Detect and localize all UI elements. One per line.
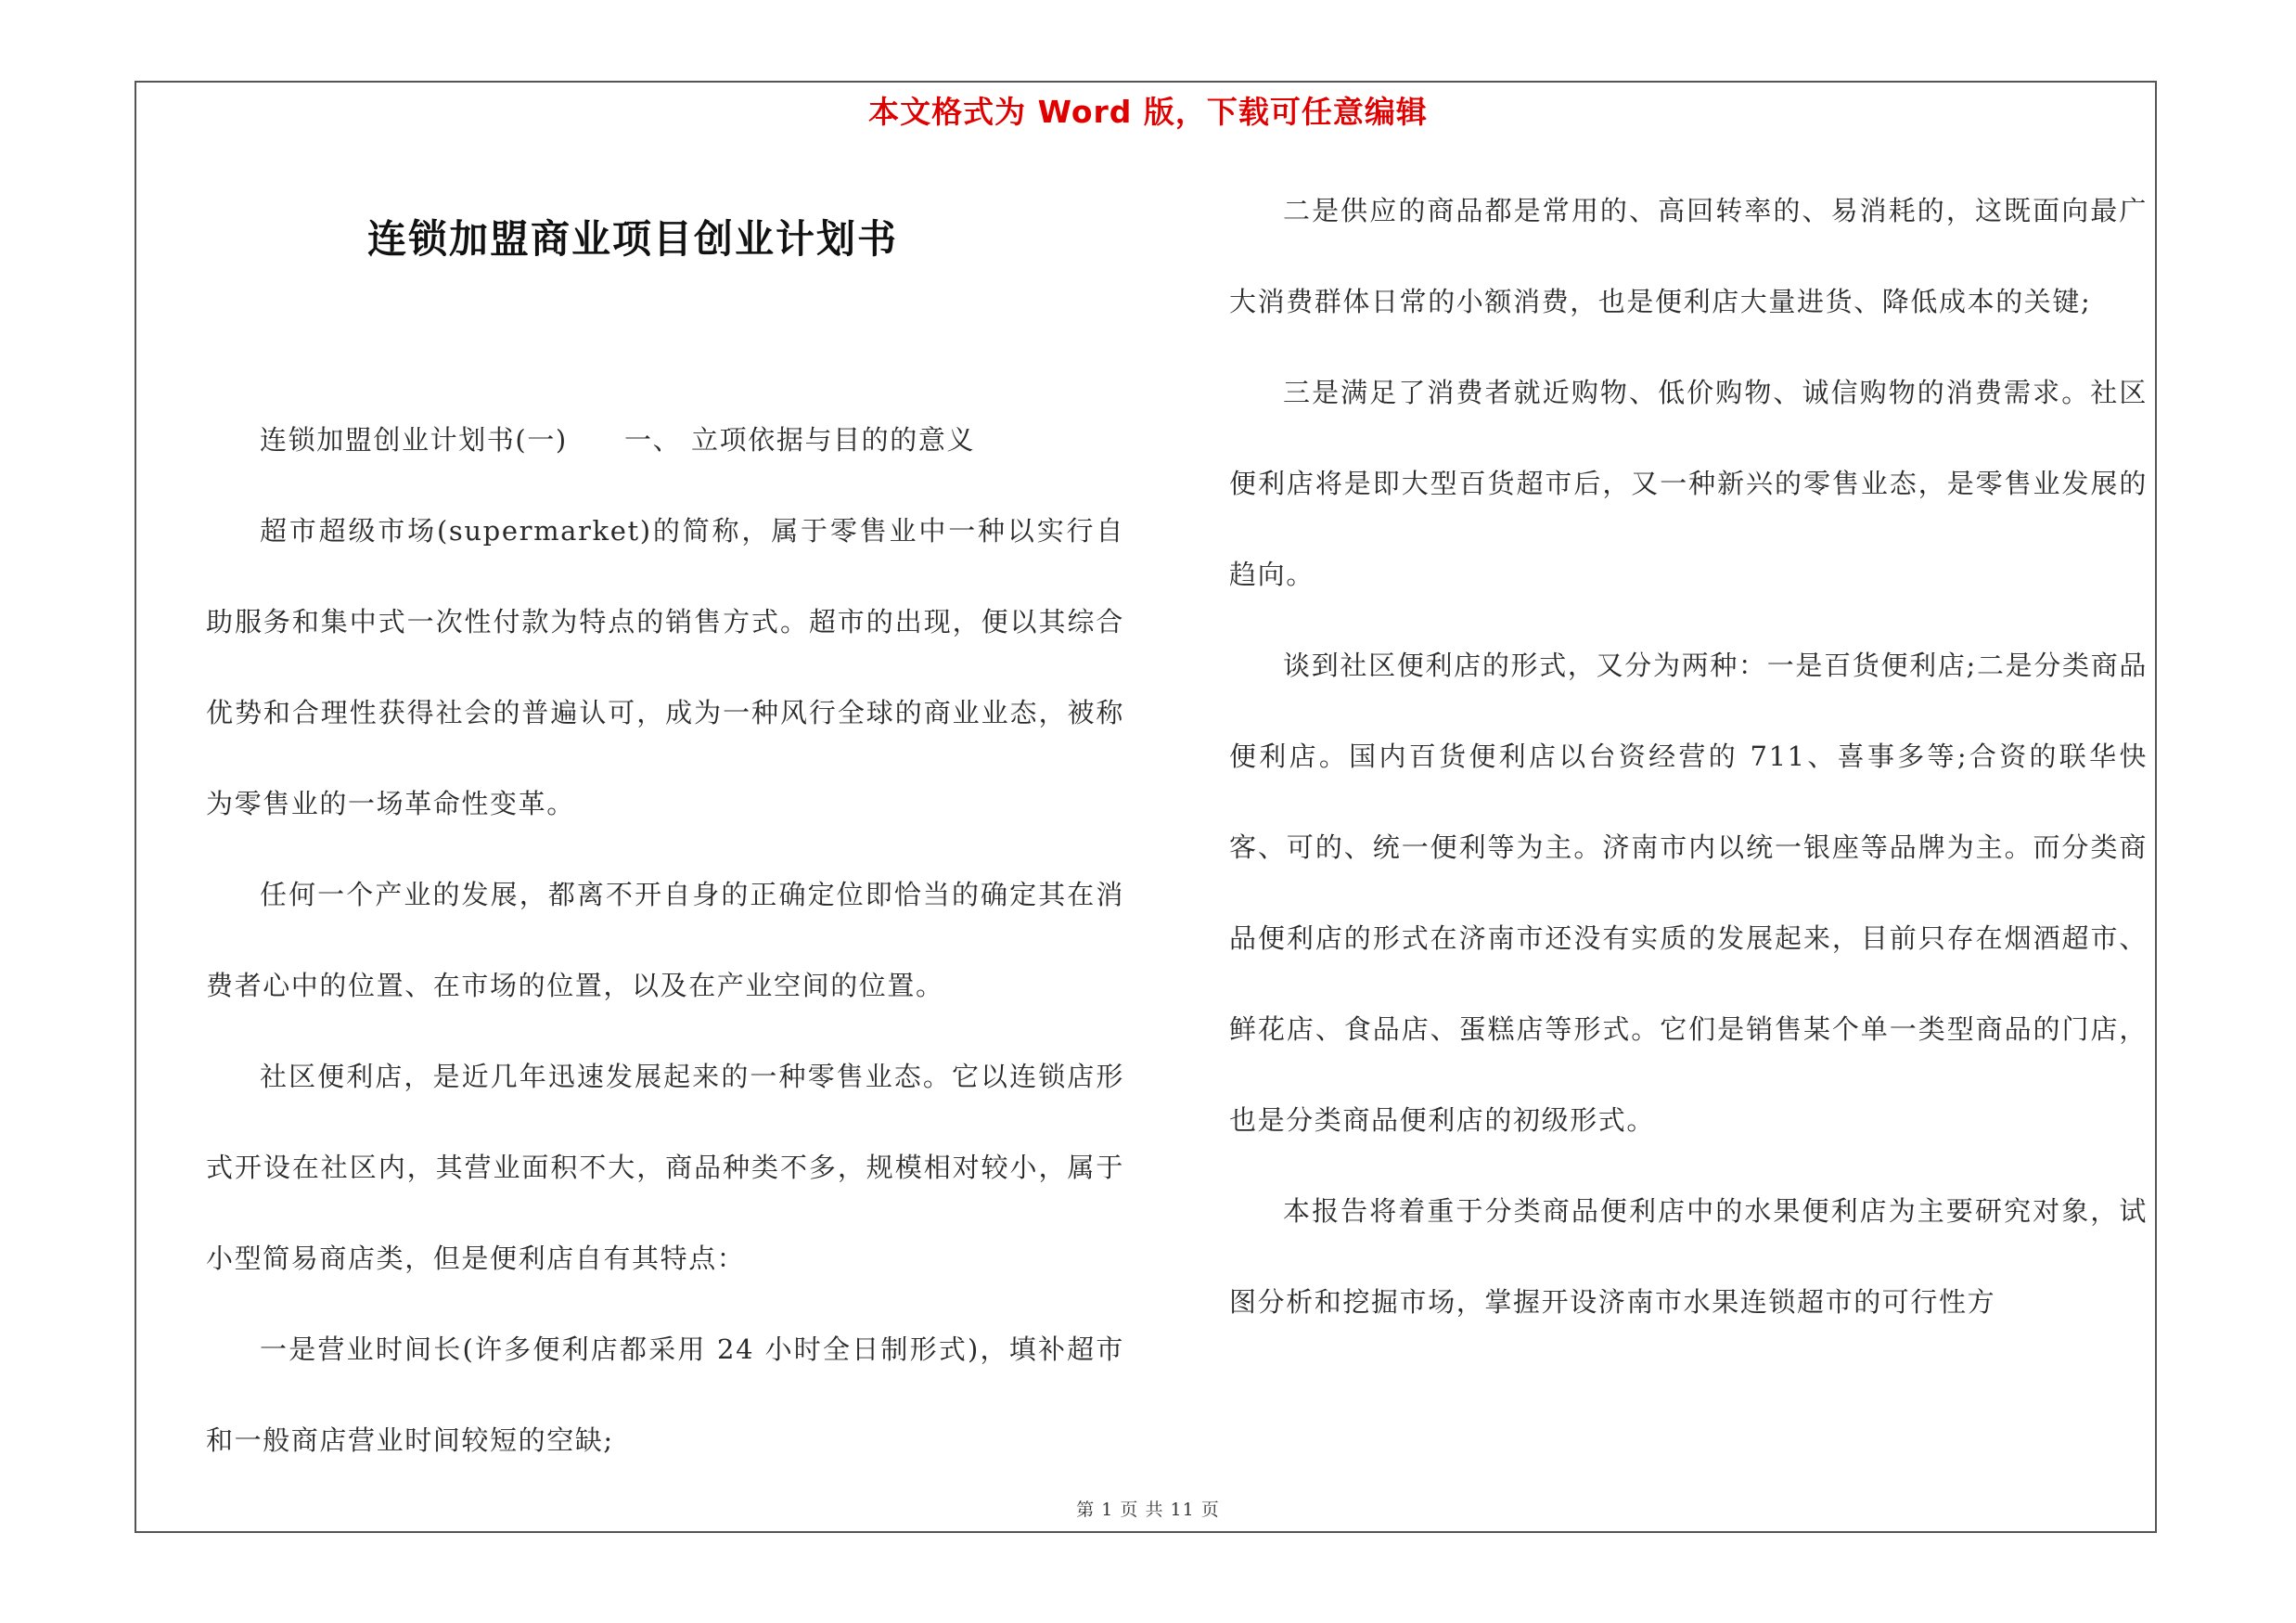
body-paragraph: 二是供应的商品都是常用的、高回转率的、易消耗的，这既面向最广大消费群体日常的小额消费，也是便利店大量进货、降低成本的关键;: [1229, 195, 2148, 317]
section-heading-line: 连锁加盟创业计划书(一) 一、 立项依据与目的的意义: [260, 424, 976, 456]
page-number-footer: 第 1 页 共 11 页: [1076, 1500, 1220, 1520]
body-paragraph: 谈到社区便利店的形式，又分为两种：一是百货便利店;二是分类商品便利店。国内百货便利店以台资经营的 711、喜事多等;合资的联华快客、可的、统一便利等为主。济南市内以统一银座等品牌为主。而分类商品便利店的形式在济南市还没有实质的发展起来，目前只存在烟酒超市、鲜花店、食品店、蛋糕店等形式。它们是销售某个单一类型商品的门店，也是分类商品便利店的初级形式。: [1229, 650, 2148, 1136]
body-paragraph: 三是满足了消费者就近购物、低价购物、诚信购物的消费需求。社区便利店将是即大型百货超市后，又一种新兴的零售业态，是零售业发展的趋向。: [1229, 377, 2148, 590]
right-column: [1229, 165, 2148, 1347]
word-format-banner: 本文格式为 Word 版，下载可任意编辑: [868, 94, 1428, 130]
body-paragraph: 社区便利店，是近几年迅速发展起来的一种零售业态。它以连锁店形式开设在社区内，其营业面积不大，商品种类不多，规模相对较小，属于小型简易商店类，但是便利店自有其特点：: [206, 1061, 1124, 1274]
body-paragraph: 本报告将着重于分类商品便利店中的水果便利店为主要研究对象，试图分析和挖掘市场，掌握开设济南市水果连锁超市的可行性方: [1229, 1195, 2148, 1318]
body-paragraph: 任何一个产业的发展，都离不开自身的正确定位即恰当的确定其在消费者心中的位置、在市场的位置，以及在产业空间的位置。: [206, 879, 1124, 1001]
body-paragraph: 超市超级市场(supermarket)的简称，属于零售业中一种以实行自助服务和集中式一次性付款为特点的销售方式。超市的出现，便以其综合优势和合理性获得社会的普遍认可，成为一种风行全球的商业业态，被称为零售业的一场革命性变革。: [206, 515, 1124, 819]
document-title: 连锁加盟商业项目创业计划书: [366, 216, 898, 262]
left-column: [206, 394, 1124, 1486]
body-paragraph: 一是营业时间长(许多便利店都采用 24 小时全日制形式)，填补超市和一般商店营业时间较短的空缺;: [206, 1333, 1124, 1456]
